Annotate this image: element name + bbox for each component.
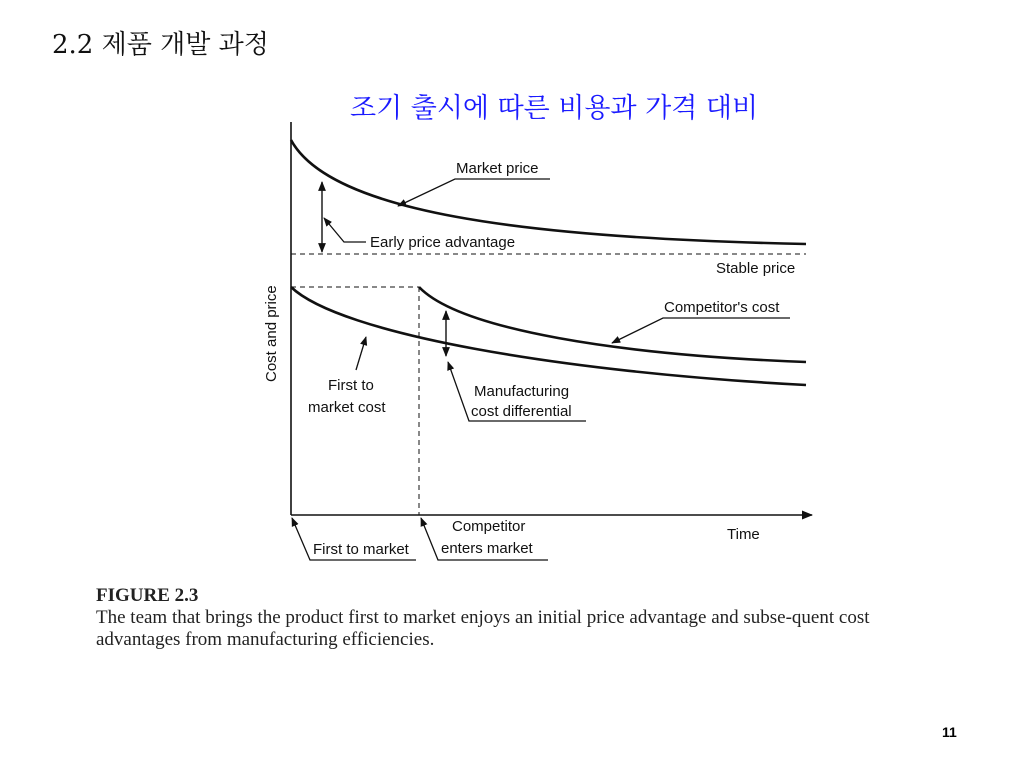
manufacturing-label-line1: Manufacturing (474, 383, 570, 400)
competitors-cost-label: Competitor's cost (664, 299, 780, 316)
page-number: 11 (942, 724, 957, 740)
competitors-cost-leader (612, 318, 790, 343)
manufacturing-label-line2: cost differential (471, 403, 572, 420)
figure-text: The team that brings the product first to market enjoys an initial price advantage and subse-quent cost advantages from manufacturing efficiencies. (96, 607, 870, 650)
x-axis-label: Time (727, 526, 760, 543)
market-price-leader (398, 179, 550, 206)
first-to-market-cost-leader (356, 337, 366, 370)
market-price-curve (291, 140, 806, 244)
stable-price-label: Stable price (716, 260, 796, 277)
figure-label: FIGURE 2.3 (96, 585, 199, 606)
market-price-label: Market price (456, 160, 539, 177)
diagram-subtitle: 조기 출시에 따른 비용과 가격 대비 (350, 93, 759, 124)
competitor-label-line2: enters market (441, 540, 533, 557)
slide-heading: 2.2 제품 개발 과정 (52, 30, 269, 60)
first-to-market-cost-label-line1: First to (328, 377, 374, 394)
first-to-market-cost-label-line2: market cost (308, 399, 386, 416)
figure-caption (96, 585, 956, 651)
early-price-advantage-leader (324, 218, 366, 242)
competitor-label-line1: Competitor (452, 518, 526, 535)
y-axis-label: Cost and price (263, 285, 280, 382)
first-to-market-label: First to market (313, 541, 409, 558)
early-price-advantage-label: Early price advantage (370, 234, 516, 251)
